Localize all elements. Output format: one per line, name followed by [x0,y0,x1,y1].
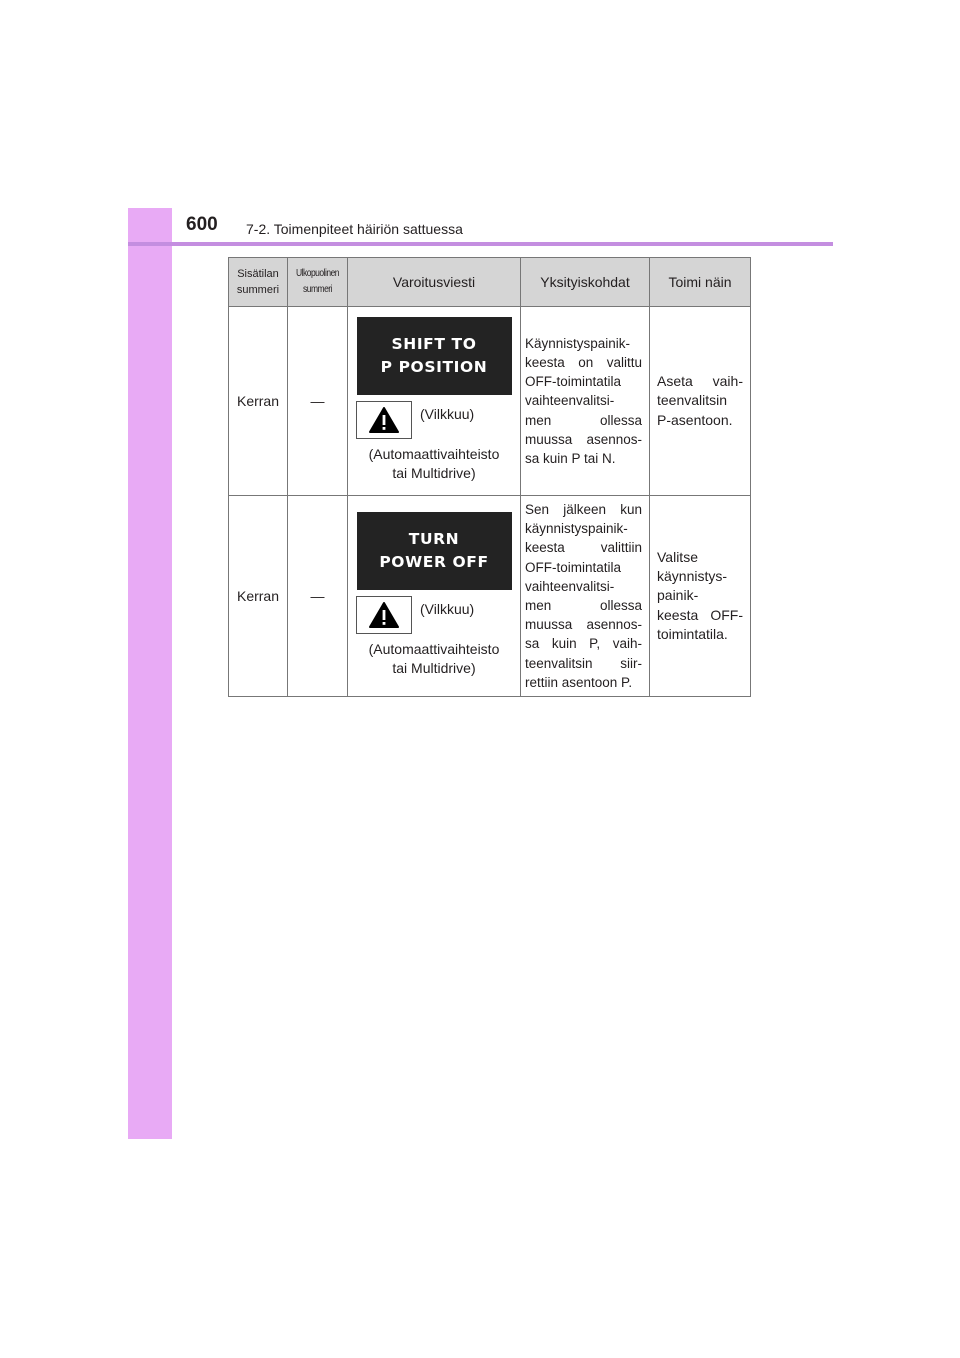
inside-buzzer-cell: Kerran [229,307,288,496]
header-outside-buzzer: Ulkopuolinen summeri [288,258,348,307]
message-line: TURN [408,530,460,548]
section-title: 7-2. Toimenpiteet häiriön sattuessa [246,221,463,237]
header-message: Varoitusviesti [348,258,521,307]
details-cell: Käynnistyspainik- keesta on valittu OFF-toimintatila vaihteenvalitsi- men ollessa muussa asennos- sa kuin P tai N. [521,307,650,496]
message-cell [348,307,521,496]
table-row [229,496,751,697]
chapter-side-tab [128,208,172,1139]
blink-label: (Vilkkuu) [420,601,475,617]
transmission-note: (Automaattivaihteisto tai Multidrive) [368,446,500,481]
warning-message-display [357,317,512,395]
warning-message-display [357,512,512,590]
warning-triangle-icon [356,596,412,634]
warning-triangle-icon [356,401,412,439]
message-line: P POSITION [380,358,488,376]
warning-table [228,257,751,697]
outside-buzzer-cell: — [288,307,348,496]
message-cell [348,496,521,697]
message-line: SHIFT TO [391,335,477,353]
page-number: 600 [186,214,218,235]
details-cell: Sen jälkeen kun käynnistyspainik- keesta valittiin OFF-toimintatila vaihteenvalitsi- men ollessa muussa asennos- sa kuin P, vaih- teenvalitsin siir- rettiin asentoon P. [521,496,650,697]
action-cell: Aseta vaih- teenvalitsin P-asentoon. [650,307,751,496]
header-action: Toimi näin [650,258,751,307]
inside-buzzer-cell: Kerran [229,496,288,697]
action-cell: Valitse käynnistys- painik- keesta OFF- toimintatila. [650,496,751,697]
outside-buzzer-cell: — [288,496,348,697]
table-header-row [229,258,751,307]
header-details: Yksityiskohdat [521,258,650,307]
blink-label: (Vilkkuu) [420,406,475,422]
transmission-note: (Automaattivaihteisto tai Multidrive) [368,641,500,676]
header-inside-buzzer: Sisätilan summeri [229,258,288,307]
header-rule [128,242,833,246]
message-line: POWER OFF [379,553,489,571]
table-row [229,307,751,496]
